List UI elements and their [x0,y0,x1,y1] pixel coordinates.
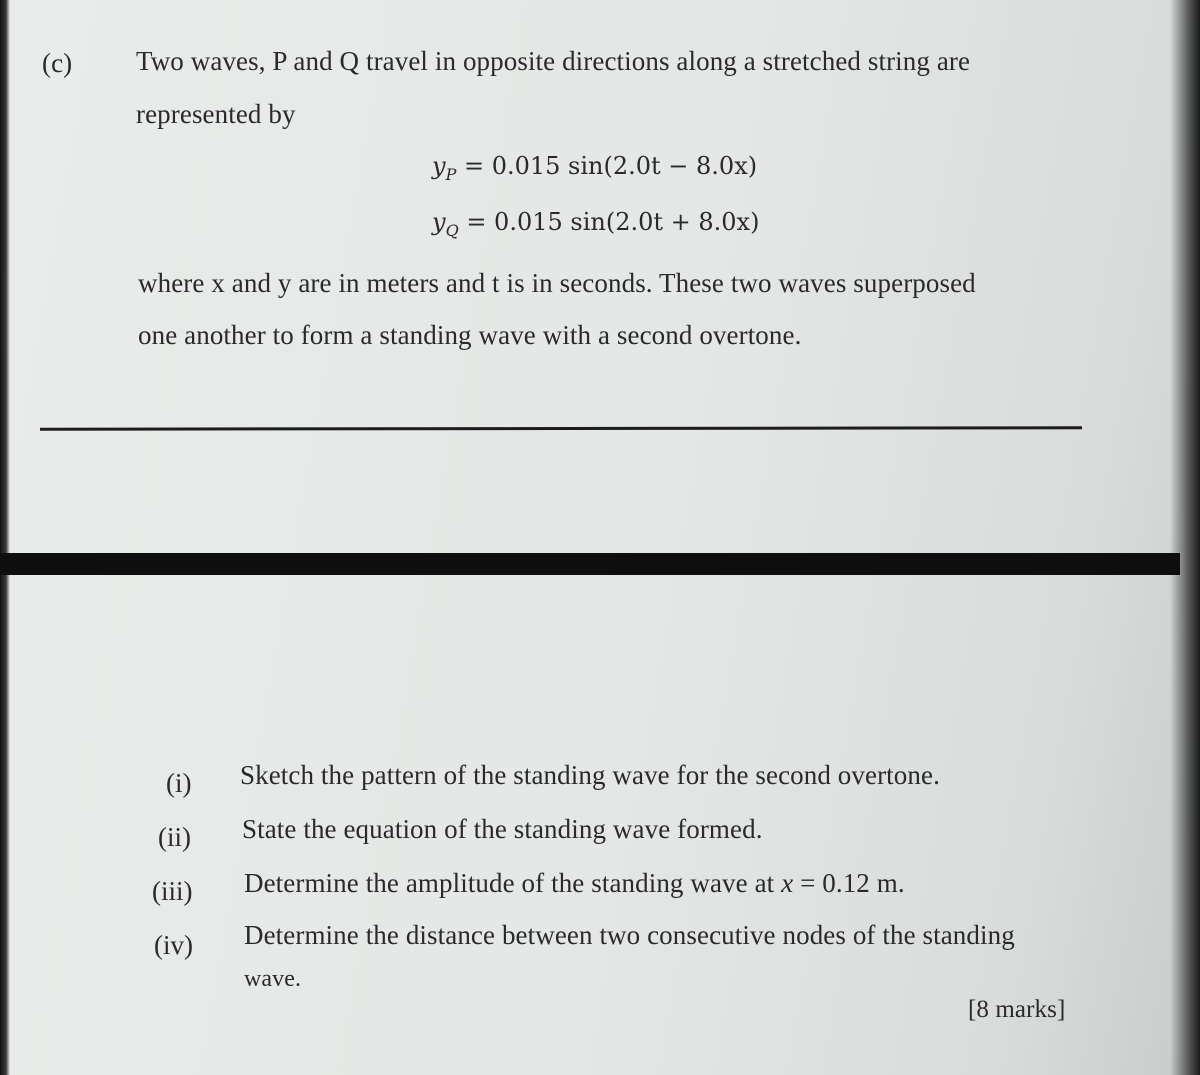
intro-line-2: represented by [136,99,296,129]
equation-p-sub: P [445,165,457,184]
question-3-text [244,868,905,899]
page-right-shadow [1170,0,1200,1075]
question-3-text-after: = 0.12 m. [793,868,905,898]
divider-line [40,426,1082,430]
question-4-number: (iv) [154,930,193,960]
intro-line-1: Two waves, P and Q travel in opposite directions along a stretched string are [136,46,971,76]
equation-q [432,208,759,240]
equation-q-sub: Q [445,221,459,240]
question-2-text: State the equation of the standing wave formed. [242,814,763,844]
question-4-text-line-2: wave. [244,966,302,992]
marks-label: [8 marks] [968,996,1066,1023]
question-3-number: (iii) [152,876,193,906]
page-left-shadow [0,0,10,1075]
question-1-text: Sketch the pattern of the standing wave for the second overtone. [240,760,940,790]
question-4-text: Determine the distance between two consecutive nodes of the standing [244,920,1015,950]
equation-q-rhs: = 0.015 sin(2.0t + 8.0x) [458,208,760,236]
equation-p [432,152,757,184]
description-line-2: one another to form a standing wave with a second overtone. [138,320,802,350]
question-3-text-before: Determine the amplitude of the standing wave at [244,868,782,898]
part-label: (c) [42,48,73,78]
question-3-variable: x [781,868,794,898]
equation-p-rhs: = 0.015 sin(2.0t − 8.0x) [456,152,758,180]
question-2-number: (ii) [158,822,191,852]
equation-p-var: y [432,152,446,180]
page-break-band [0,553,1180,575]
description-line-1: where x and y are in meters and t is in seconds. These two waves superposed [138,268,976,298]
question-1-number: (i) [166,768,192,798]
equation-q-var: y [432,208,446,236]
